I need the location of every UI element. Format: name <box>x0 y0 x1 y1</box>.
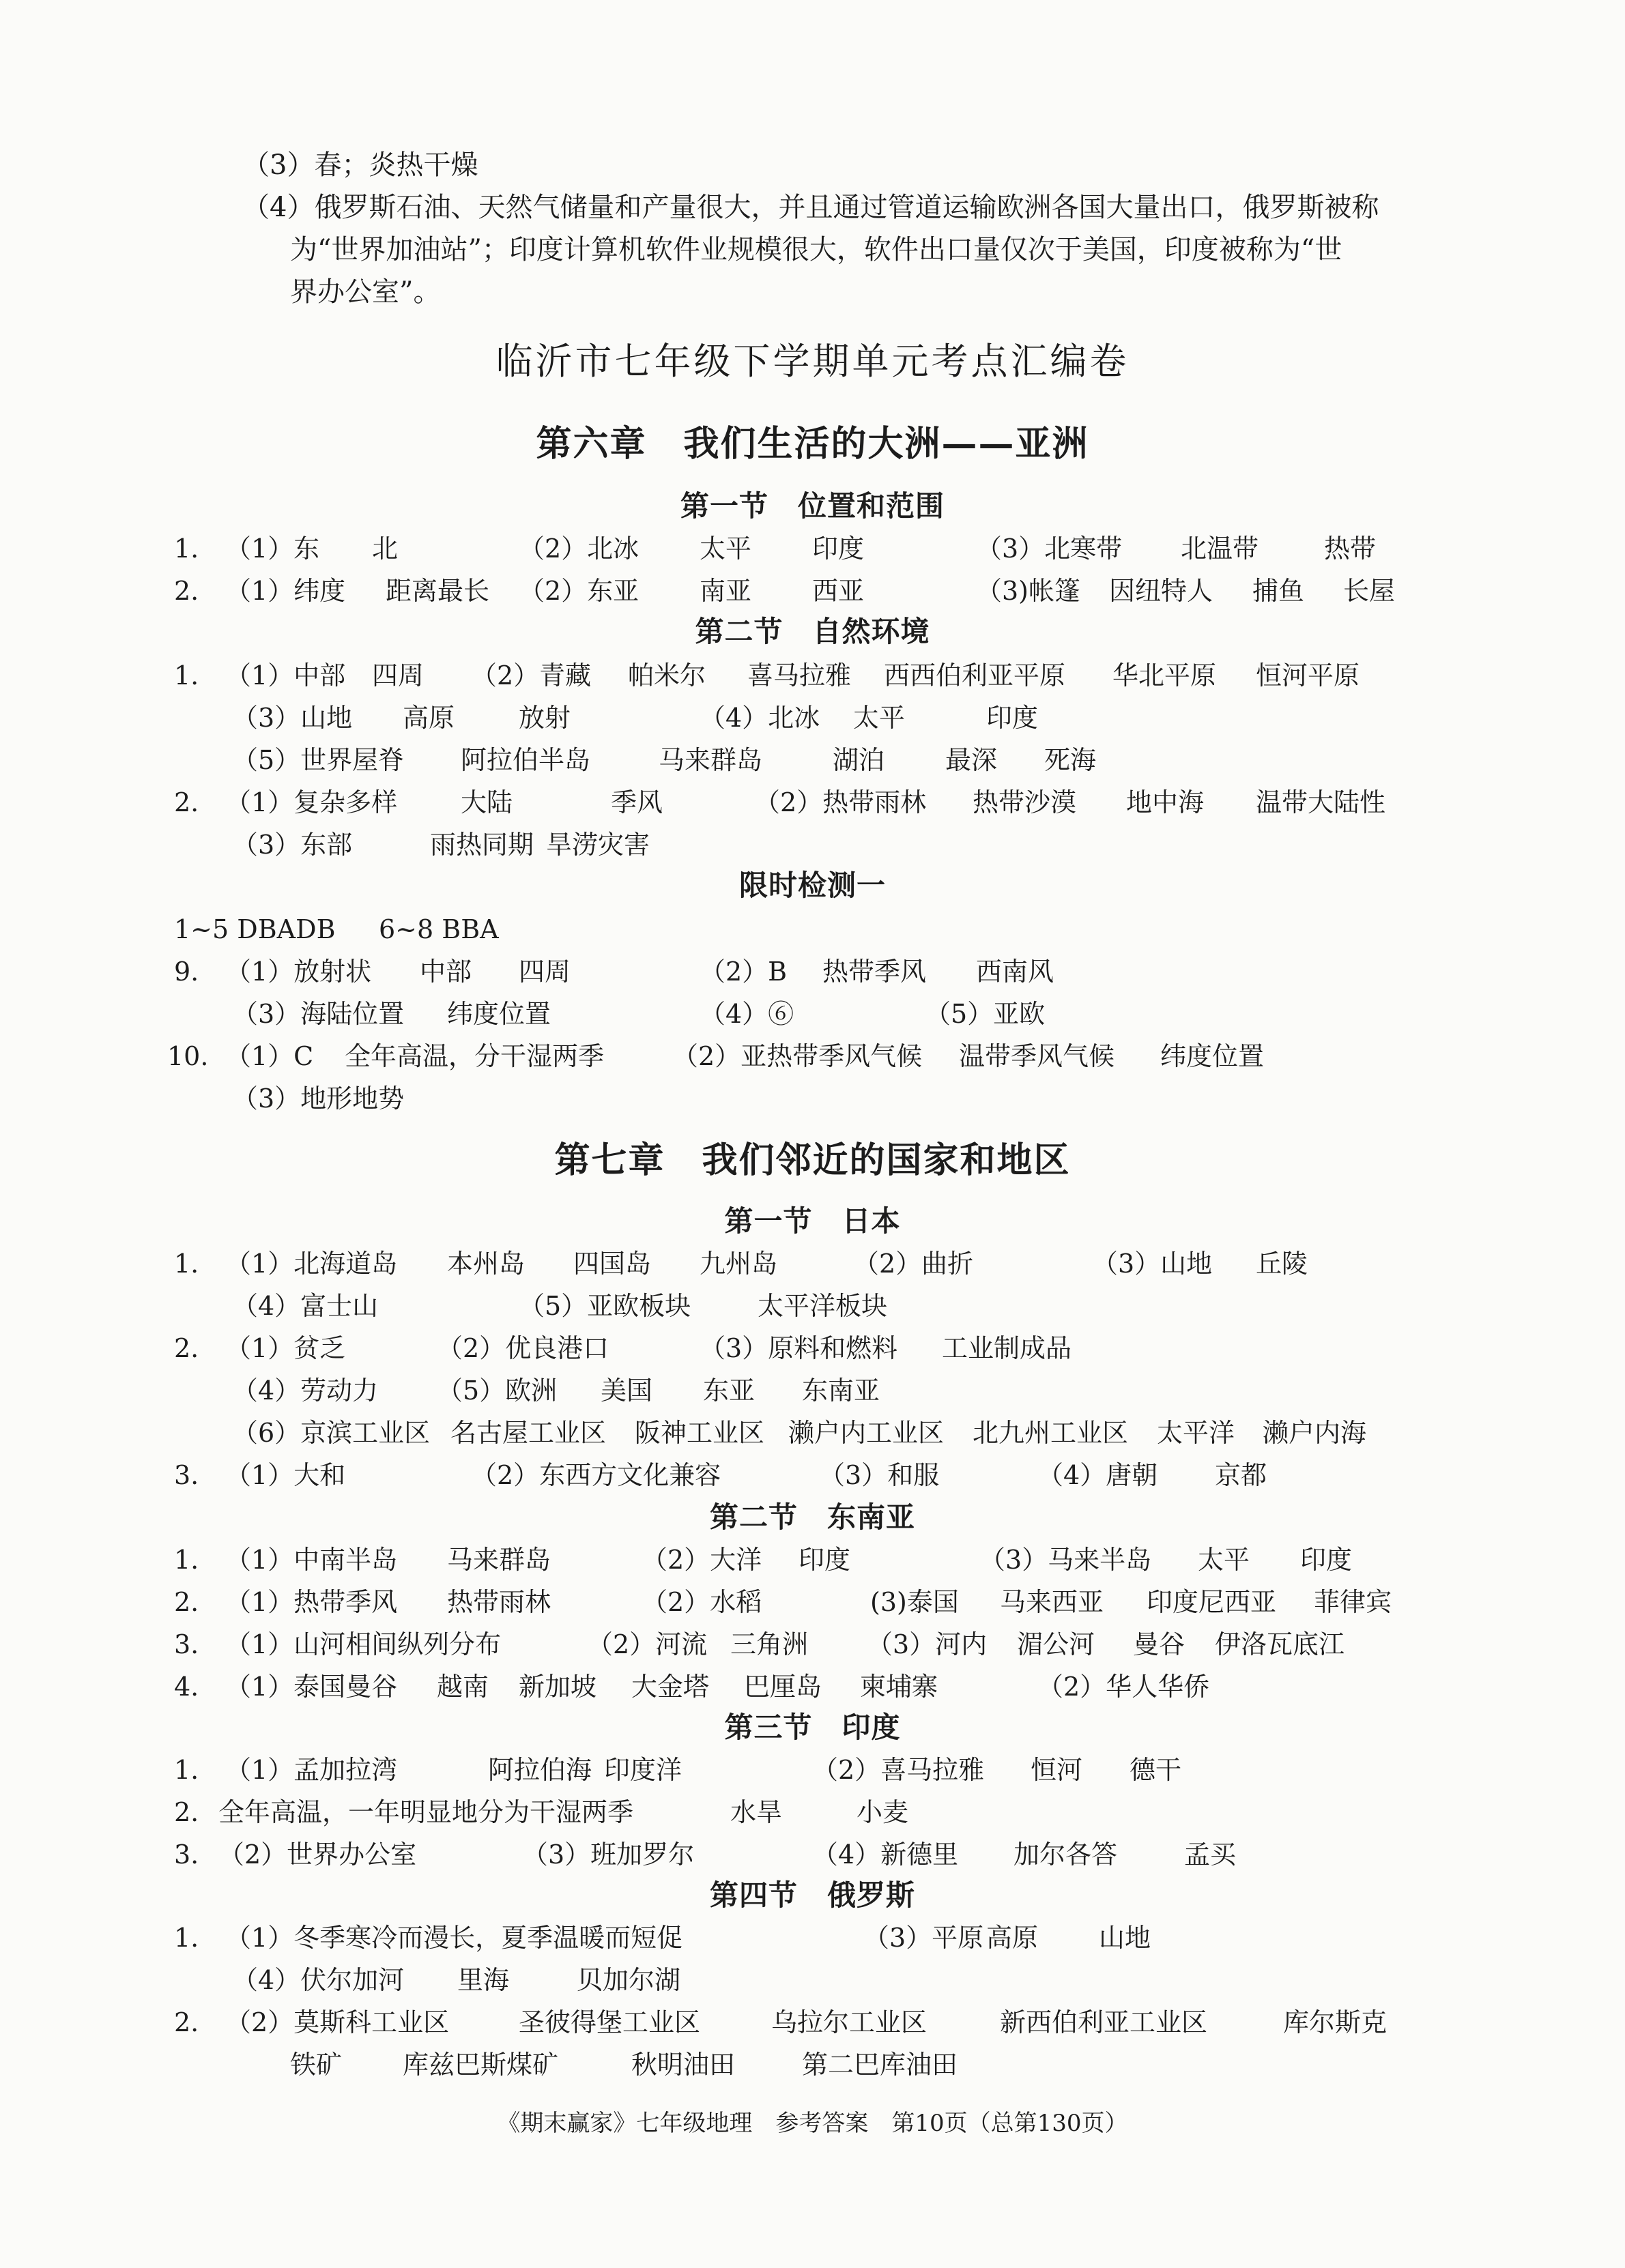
answer-text: 四周 <box>519 957 571 987</box>
answer-text: 大陆 <box>461 787 513 817</box>
answer-text: 秋明油田 <box>631 2050 736 2080</box>
answer-text: 印度 <box>986 703 1039 733</box>
answer-text: 柬埔寨 <box>860 1672 938 1702</box>
answer-text: 因纽特人 <box>1109 576 1213 606</box>
answer-text: 最深 <box>945 745 998 775</box>
item-number: 9. <box>174 957 199 987</box>
item-number: 4. <box>174 1672 199 1702</box>
answer-text: （3）马来半岛 <box>979 1545 1152 1575</box>
answer-text: （1）孟加拉湾 <box>225 1755 398 1785</box>
answer-text: （3）地形地势 <box>232 1084 405 1114</box>
answer-text: （2）世界办公室 <box>218 1840 417 1870</box>
answer-text: 印度尼西亚 <box>1147 1587 1277 1617</box>
answer-text: （2）水稻 <box>642 1587 762 1617</box>
answer-text: （3）班加罗尔 <box>522 1840 695 1870</box>
answer-text: （1）贫乏 <box>225 1333 346 1363</box>
answer-text: 高原 <box>986 1923 1039 1953</box>
answer-text: （2）B <box>700 957 788 987</box>
item-number: 2. <box>174 1797 199 1827</box>
answer-text: 地中海 <box>1126 787 1205 817</box>
answer-text: （3）海陆位置 <box>232 999 405 1029</box>
answer-text: （4）北冰 <box>700 703 820 733</box>
answer-text: 6~8 BBA <box>379 914 499 944</box>
item-number: 3. <box>174 1460 199 1490</box>
intro-line-3: 为“世界加油站”；印度计算机软件业规模很大，软件出口量仅次于美国，印度被称为“世 <box>290 234 1342 265</box>
answer-text: 温带季风气候 <box>959 1041 1115 1071</box>
answer-text: 雨热同期 <box>430 830 534 860</box>
answer-text: 太平 <box>700 534 752 564</box>
answer-text: 1~5 DBADB <box>174 914 336 944</box>
item-number: 2. <box>174 1333 199 1363</box>
item-number: 2. <box>174 1587 199 1617</box>
answer-text: 太平洋 <box>1157 1418 1235 1448</box>
answer-row <box>0 2048 1625 2245</box>
answer-text: 库尔斯克 <box>1283 2007 1387 2037</box>
answer-text: （2）北冰 <box>519 534 639 564</box>
item-number: 1. <box>174 1923 199 1953</box>
answer-text: (3)泰国 <box>870 1587 959 1617</box>
answer-text: （1）大和 <box>225 1460 346 1490</box>
section-title: 第一节 位置和范围 <box>680 489 945 523</box>
answer-text: 热带雨林 <box>447 1587 551 1617</box>
answer-text: （4）富士山 <box>232 1291 379 1321</box>
answer-text: 南亚 <box>700 576 752 606</box>
answer-text: 九州岛 <box>700 1249 778 1279</box>
answer-text: 阪神工业区 <box>635 1418 765 1448</box>
answer-text: （1）东 <box>225 534 320 564</box>
answer-text: 太平 <box>853 703 906 733</box>
exam-title: 临沂市七年级下学期单元考点汇编卷 <box>495 340 1130 383</box>
section-title: 限时检测一 <box>738 869 886 902</box>
answer-text: 库兹巴斯煤矿 <box>403 2050 559 2080</box>
answer-text: 马来西亚 <box>1000 1587 1104 1617</box>
answer-text: 曼谷 <box>1133 1629 1185 1659</box>
answer-text: （2）曲折 <box>853 1249 974 1279</box>
answer-text: 东南亚 <box>802 1376 880 1406</box>
answer-text: 山地 <box>1099 1923 1151 1953</box>
section-title: 第四节 俄罗斯 <box>709 1878 915 1912</box>
chapter-6-title: 第六章 我们生活的大洲——亚洲 <box>536 423 1089 465</box>
answer-text: 纬度位置 <box>447 999 551 1029</box>
answer-text: 长屋 <box>1343 576 1396 606</box>
answer-text: （3）平原 <box>863 1923 984 1953</box>
answer-text: （4）伏尔加河 <box>232 1965 405 1995</box>
answer-text: （5）亚欧板块 <box>519 1291 691 1321</box>
answer-text: 马来群岛 <box>447 1545 551 1575</box>
answer-text: （3)帐篷 <box>976 576 1081 606</box>
answer-text: 纬度位置 <box>1160 1041 1265 1071</box>
answer-text: （1）山河相间纵列分布 <box>225 1629 502 1659</box>
answer-text: 菲律宾 <box>1314 1587 1392 1617</box>
answer-text: （3）东部 <box>232 830 353 860</box>
answer-text: 新加坡 <box>519 1672 597 1702</box>
answer-text: 恒河平原 <box>1256 660 1360 690</box>
answer-text: 美国 <box>601 1376 653 1406</box>
answer-text: （4）新德里 <box>812 1840 959 1870</box>
answer-text: （1）纬度 <box>225 576 346 606</box>
answer-text: 京都 <box>1215 1460 1267 1490</box>
item-number: 1. <box>174 534 199 564</box>
section-title: 第三节 印度 <box>724 1711 901 1744</box>
item-number: 1. <box>174 1249 199 1279</box>
answer-text: 德干 <box>1130 1755 1182 1785</box>
answer-text: （4）劳动力 <box>232 1376 379 1406</box>
answer-text: 孟买 <box>1184 1840 1237 1870</box>
answer-text: 大金塔 <box>631 1672 710 1702</box>
answer-text: 死海 <box>1044 745 1097 775</box>
answer-text: （3）山地 <box>232 703 353 733</box>
answer-text: 旱涝灾害 <box>546 830 650 860</box>
answer-text: 捕鱼 <box>1252 576 1305 606</box>
answer-text: 热带 <box>1324 534 1377 564</box>
answer-text: 濑户内工业区 <box>788 1418 945 1448</box>
answer-text: 中部 <box>420 957 472 987</box>
item-number: 10. <box>167 1041 209 1071</box>
answer-text: （3）原料和燃料 <box>700 1333 898 1363</box>
section-title: 第二节 东南亚 <box>709 1500 915 1534</box>
answer-text: （1）放射状 <box>225 957 372 987</box>
answer-text: 西南风 <box>976 957 1054 987</box>
answer-text: 四周 <box>372 660 425 690</box>
answer-text: 伊洛瓦底江 <box>1215 1629 1345 1659</box>
answer-text: 热带季风 <box>822 957 927 987</box>
item-number: 1. <box>174 1545 199 1575</box>
answer-text: 加尔各答 <box>1013 1840 1118 1870</box>
answer-text: （1）热带季风 <box>225 1587 398 1617</box>
answer-text: 距离最长 <box>386 576 490 606</box>
answer-text: 北九州工业区 <box>973 1418 1129 1448</box>
answer-text: （4）唐朝 <box>1037 1460 1158 1490</box>
answer-text: 热带沙漠 <box>973 787 1077 817</box>
section-title: 第二节 自然环境 <box>695 615 930 648</box>
answer-text: 恒河 <box>1031 1755 1083 1785</box>
chapter-7-title: 第七章 我们邻近的国家和地区 <box>554 1139 1071 1181</box>
answer-text: （1）北海道岛 <box>225 1249 398 1279</box>
answer-text: 印度洋 <box>604 1755 682 1785</box>
answer-text: （2）东西方文化兼容 <box>471 1460 721 1490</box>
answer-text: 新西伯利亚工业区 <box>1000 2007 1208 2037</box>
answer-text: 西西伯利亚平原 <box>884 660 1066 690</box>
item-number: 2. <box>174 2007 199 2037</box>
item-number: 3. <box>174 1629 199 1659</box>
answer-text: 本州岛 <box>447 1249 526 1279</box>
answer-text: （6）京滨工业区 <box>232 1418 431 1448</box>
answer-text: （2）亚热带季风气候 <box>672 1041 923 1071</box>
answer-text: 小麦 <box>857 1797 909 1827</box>
answer-text: 里海 <box>457 1965 510 1995</box>
page-footer: 《期末赢家》七年级地理 参考答案 第10页（总第130页） <box>497 2110 1128 2137</box>
answer-text: 太平 <box>1198 1545 1250 1575</box>
answer-text: 湄公河 <box>1017 1629 1095 1659</box>
answer-text: 帕米尔 <box>628 660 706 690</box>
answer-text: 工业制成品 <box>942 1333 1072 1363</box>
answer-text: （3）北寒带 <box>976 534 1123 564</box>
intro-line-4: 界办公室”。 <box>290 276 441 308</box>
item-number: 1. <box>174 1755 199 1785</box>
answer-text: 华北平原 <box>1112 660 1217 690</box>
answer-text: 印度 <box>799 1545 851 1575</box>
answer-text: 季风 <box>611 787 663 817</box>
answer-text: （1）泰国曼谷 <box>225 1672 398 1702</box>
answer-text: 铁矿 <box>290 2050 343 2080</box>
answer-text: （5）世界屋脊 <box>232 745 405 775</box>
answer-text: 水旱 <box>730 1797 783 1827</box>
answer-text: （2）莫斯科工业区 <box>225 2007 450 2037</box>
answer-text: 巴厘岛 <box>744 1672 822 1702</box>
intro-line-2: （4）俄罗斯石油、天然气储量和产量很大，并且通过管道运输欧洲各国大量出口，俄罗斯被称 <box>242 192 1379 223</box>
answer-text: （5）亚欧 <box>925 999 1046 1029</box>
answer-text: （2）河流 <box>587 1629 708 1659</box>
answer-text: （4）⑥ <box>700 999 794 1029</box>
answer-text: 西亚 <box>812 576 865 606</box>
answer-text: 太平洋板块 <box>758 1291 888 1321</box>
answer-text: 高原 <box>403 703 455 733</box>
answer-text: （3）和服 <box>819 1460 940 1490</box>
answer-text: 贝加尔湖 <box>577 1965 681 1995</box>
answer-text: 三角洲 <box>730 1629 809 1659</box>
answer-text: （3）山地 <box>1092 1249 1213 1279</box>
answer-text: （2）优良港口 <box>437 1333 609 1363</box>
answer-text: （3）河内 <box>867 1629 988 1659</box>
answer-text: （5）欧洲 <box>437 1376 558 1406</box>
item-number: 2. <box>174 576 199 606</box>
answer-text: 北温带 <box>1181 534 1259 564</box>
answer-text: （2）喜马拉雅 <box>812 1755 985 1785</box>
answer-text: 放射 <box>519 703 571 733</box>
answer-text: 乌拉尔工业区 <box>771 2007 927 2037</box>
answer-text: （1）中南半岛 <box>225 1545 398 1575</box>
answer-text: （2）大洋 <box>642 1545 762 1575</box>
answer-text: 马来群岛 <box>659 745 763 775</box>
answer-text: （1）C <box>225 1041 314 1071</box>
answer-text: （1）复杂多样 <box>225 787 398 817</box>
answer-text: 湖泊 <box>833 745 885 775</box>
answer-text: 圣彼得堡工业区 <box>519 2007 701 2037</box>
answer-text: （2）热带雨林 <box>754 787 927 817</box>
answer-text: 越南 <box>437 1672 489 1702</box>
answer-text: 四国岛 <box>573 1249 652 1279</box>
section-title: 第一节 日本 <box>724 1204 901 1238</box>
item-number: 2. <box>174 787 199 817</box>
answer-text: 喜马拉雅 <box>747 660 852 690</box>
answer-text: （2）东亚 <box>519 576 639 606</box>
intro-line-1: （3）春；炎热干燥 <box>242 149 478 181</box>
item-number: 1. <box>174 660 199 690</box>
answer-text: 印度 <box>1300 1545 1353 1575</box>
answer-text: 丘陵 <box>1256 1249 1308 1279</box>
answer-text: 东亚 <box>703 1376 756 1406</box>
answer-text: （1）中部 <box>225 660 346 690</box>
answer-text: （1）冬季寒冷而漫长，夏季温暖而短促 <box>225 1923 683 1953</box>
answer-text: 北 <box>372 534 399 564</box>
answer-text: 温带大陆性 <box>1256 787 1386 817</box>
answer-text: 第二巴库油田 <box>802 2050 958 2080</box>
answer-text: 全年高温，一年明显地分为干湿两季 <box>218 1797 634 1827</box>
answer-text: 濑户内海 <box>1263 1418 1367 1448</box>
answer-text: 阿拉伯半岛 <box>461 745 591 775</box>
answer-text: （2）青藏 <box>471 660 592 690</box>
answer-text: 名古屋工业区 <box>450 1418 607 1448</box>
answer-text: （2）华人华侨 <box>1037 1672 1210 1702</box>
answer-text: 全年高温，分干湿两季 <box>345 1041 605 1071</box>
answer-text: 阿拉伯海 <box>488 1755 592 1785</box>
item-number: 3. <box>174 1840 199 1870</box>
answer-text: 印度 <box>812 534 865 564</box>
